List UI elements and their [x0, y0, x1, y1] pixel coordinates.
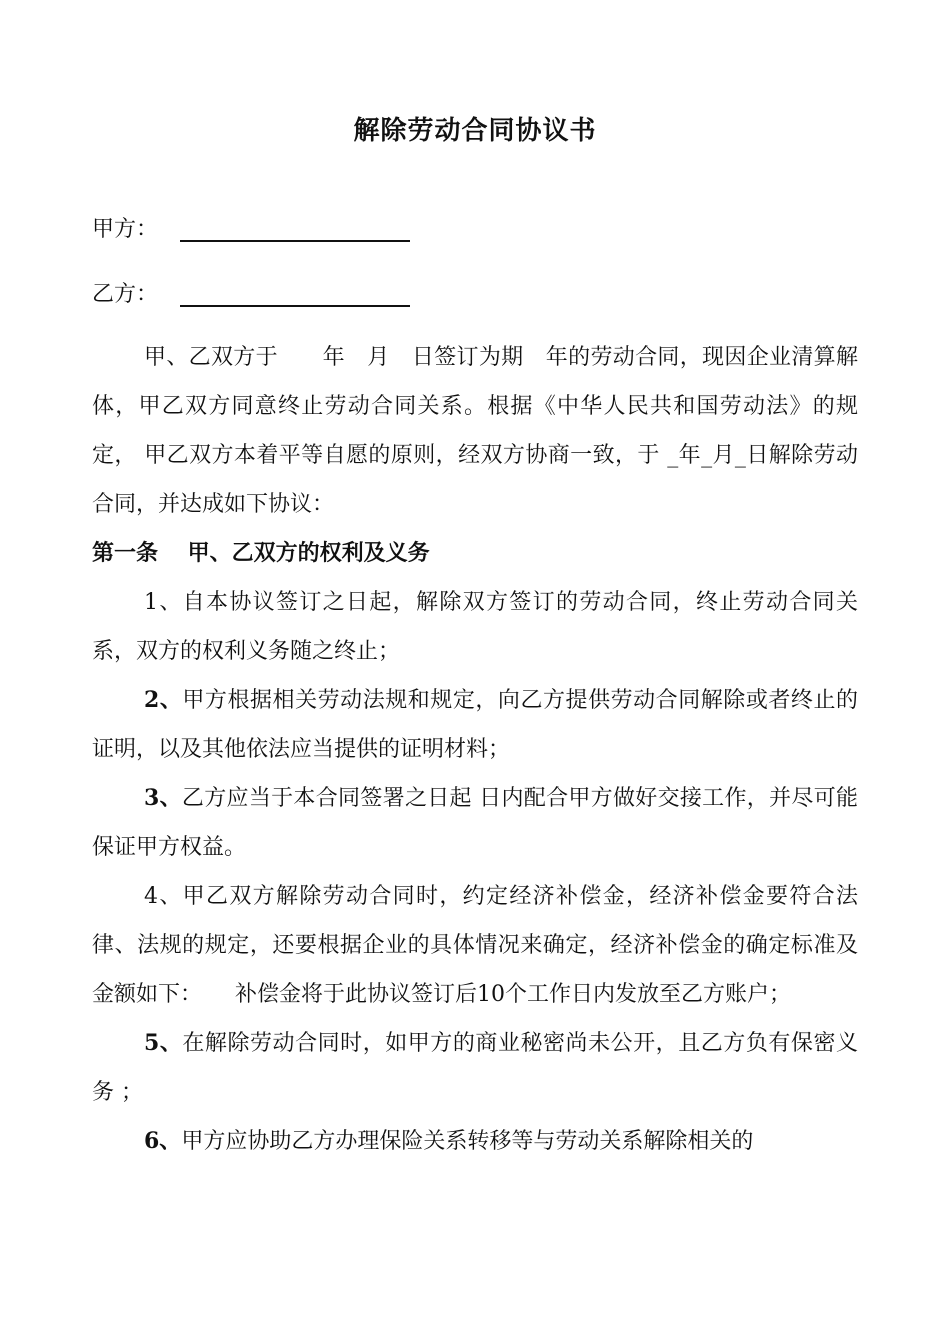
item-number: 3、 [144, 785, 182, 811]
item-text: 自本协议签订之日起，解除双方签订的劳动合同，终止劳动合同关系，双方的权利义务随之终止； [92, 590, 858, 664]
party-b-line [92, 280, 180, 310]
item-text: 甲乙双方解除劳动合同时，约定经济补偿金，经济补偿金要符合法律、法规的规定，还要根据企业的具体情况来确定，经济补偿金的确定标准及金额如下： 补偿金将于此协议签订后10个工作日内发放至乙方账户； [92, 884, 858, 1007]
article-1-item-1 [92, 578, 858, 676]
item-number: 6、 [144, 1128, 182, 1154]
article-1-heading: 第一条 甲、乙双方的权利及义务 [92, 540, 430, 566]
party-a-label: 甲方： [92, 217, 159, 242]
intro-paragraph: 甲、乙双方于 年 月 日签订为期 年的劳动合同，现因企业清算解体，甲乙双方同意终止劳动合同关系。根据《中华人民共和国劳动法》的规定， 甲乙双方本着平等自愿的原则，经双方协商一致，于 _年_月_日解除劳动合同，并达成如下协议： [92, 345, 858, 517]
item-text: 甲方根据相关劳动法规和规定，向乙方提供劳动合同解除或者终止的证明，以及其他依法应当提供的证明材料； [92, 688, 858, 762]
item-text: 在解除劳动合同时，如甲方的商业秘密尚未公开，且乙方负有保密义务 ； [92, 1031, 858, 1105]
item-text: 甲方应协助乙方办理保险关系转移等与劳动关系解除相关的 [181, 1129, 754, 1154]
document-body [92, 333, 858, 1166]
party-a-line [92, 215, 180, 245]
item-number: 2、 [144, 687, 183, 713]
article-1-item-5 [92, 1019, 858, 1117]
document-title: 解除劳动合同协议书 [353, 116, 597, 146]
article-1-item-2 [92, 676, 858, 774]
item-number: 1、 [144, 590, 183, 615]
item-number: 5、 [144, 1030, 183, 1056]
article-1-item-3 [92, 774, 858, 872]
article-1-item-4 [92, 872, 858, 1019]
item-text: 乙方应当于本合同签署之日起 日内配合甲方做好交接工作，并尽可能保证甲方权益。 [92, 786, 858, 860]
article-1-item-6 [92, 1117, 858, 1166]
party-b-blank [180, 305, 410, 307]
item-number: 4、 [144, 884, 183, 909]
party-a-blank [180, 240, 410, 242]
party-b-label: 乙方： [92, 282, 159, 307]
